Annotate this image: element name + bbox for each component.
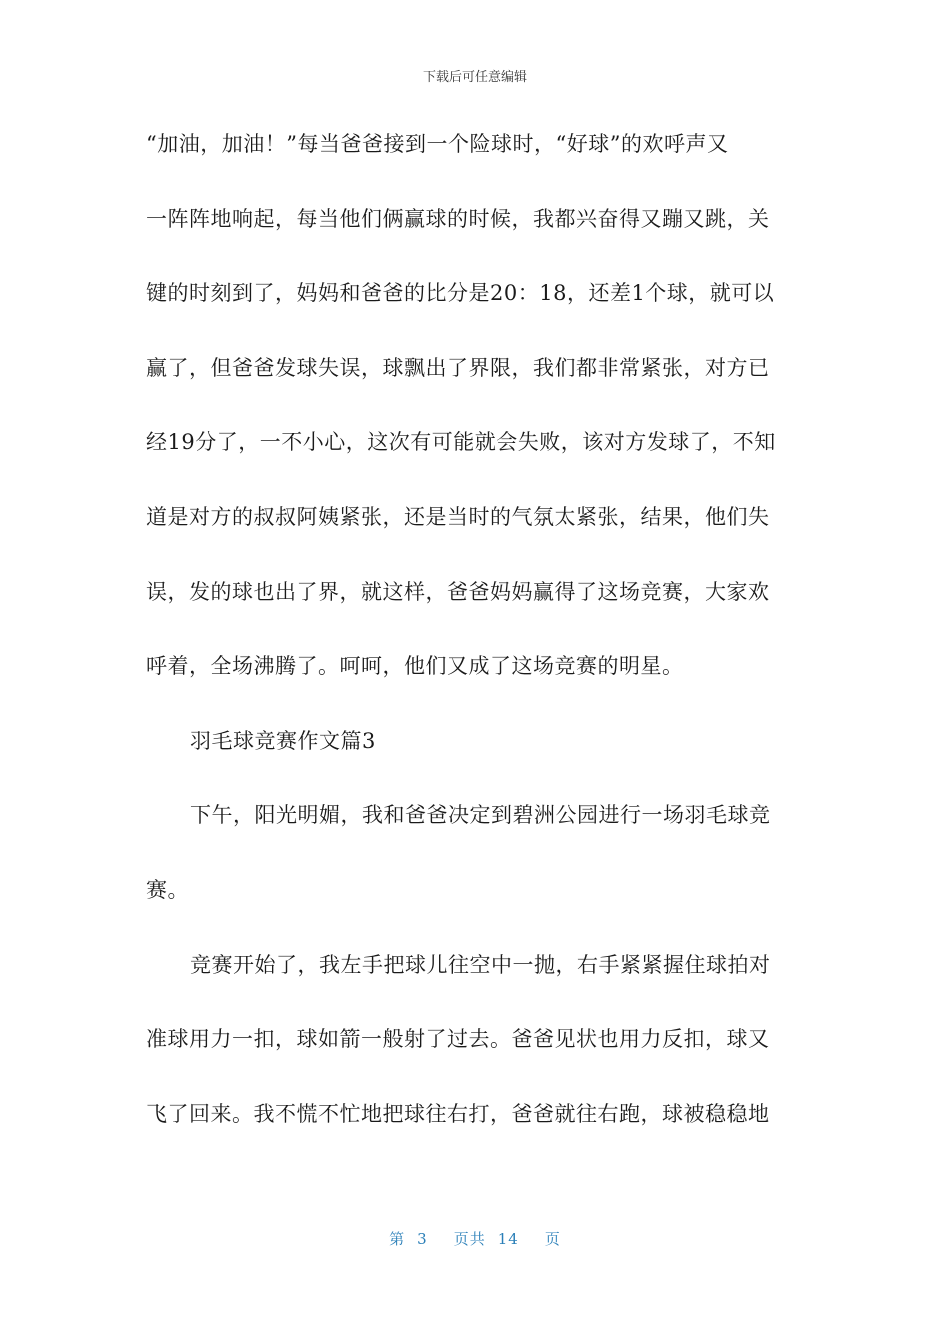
current-page-number: 3 [417, 1230, 428, 1248]
total-pages-number: 14 [497, 1230, 519, 1248]
paragraph-line: 赢了，但爸爸发球失误，球飘出了界限，我们都非常紧张，对方已 [146, 355, 770, 380]
document-body [146, 124, 806, 1168]
paragraph-line: “加油，加油！”每当爸爸接到一个险球时，“好球”的欢呼声又 [146, 132, 729, 156]
paragraph-line: 飞了回来。我不慌不忙地把球往右打，爸爸就往右跑，球被稳稳地 [146, 1101, 770, 1126]
paragraph-line: 赛。 [146, 877, 189, 902]
paragraph-line: 键的时刻到了，妈妈和爸爸的比分是20：18，还差1个球，就可以 [146, 281, 775, 306]
paragraph-line: 道是对方的叔叔阿姨紧张，还是当时的气氛太紧张，结果，他们失 [146, 504, 770, 529]
paragraph-line: 经19分了，一不小心，这次有可能就会失败，该对方发球了，不知 [146, 430, 776, 455]
paragraph-line: 下午，阳光明媚，我和爸爸决定到碧洲公园进行一场羽毛球竞 [190, 803, 771, 828]
footer-suffix: 页 [544, 1230, 561, 1248]
page-header: 下载后可任意编辑 [422, 70, 527, 85]
paragraph-line: 呼着，全场沸腾了。呵呵，他们又成了这场竞赛的明星。 [146, 654, 684, 679]
footer-mid: 页共 [453, 1230, 486, 1248]
footer-prefix: 第 [389, 1230, 406, 1248]
section-heading: 羽毛球竞赛作文篇3 [190, 728, 376, 753]
paragraph-line: 准球用力一扣，球如箭一般射了过去。爸爸见状也用力反扣，球又 [146, 1027, 770, 1052]
paragraph-line: 误，发的球也出了界，就这样，爸爸妈妈赢得了这场竞赛，大家欢 [146, 579, 770, 604]
paragraph-line: 竞赛开始了，我左手把球儿往空中一抛，右手紧紧握住球拍对 [190, 952, 771, 977]
paragraph-line: 一阵阵地响起，每当他们俩赢球的时候，我都兴奋得又蹦又跳，关 [146, 206, 770, 231]
page-footer [0, 1228, 950, 1249]
